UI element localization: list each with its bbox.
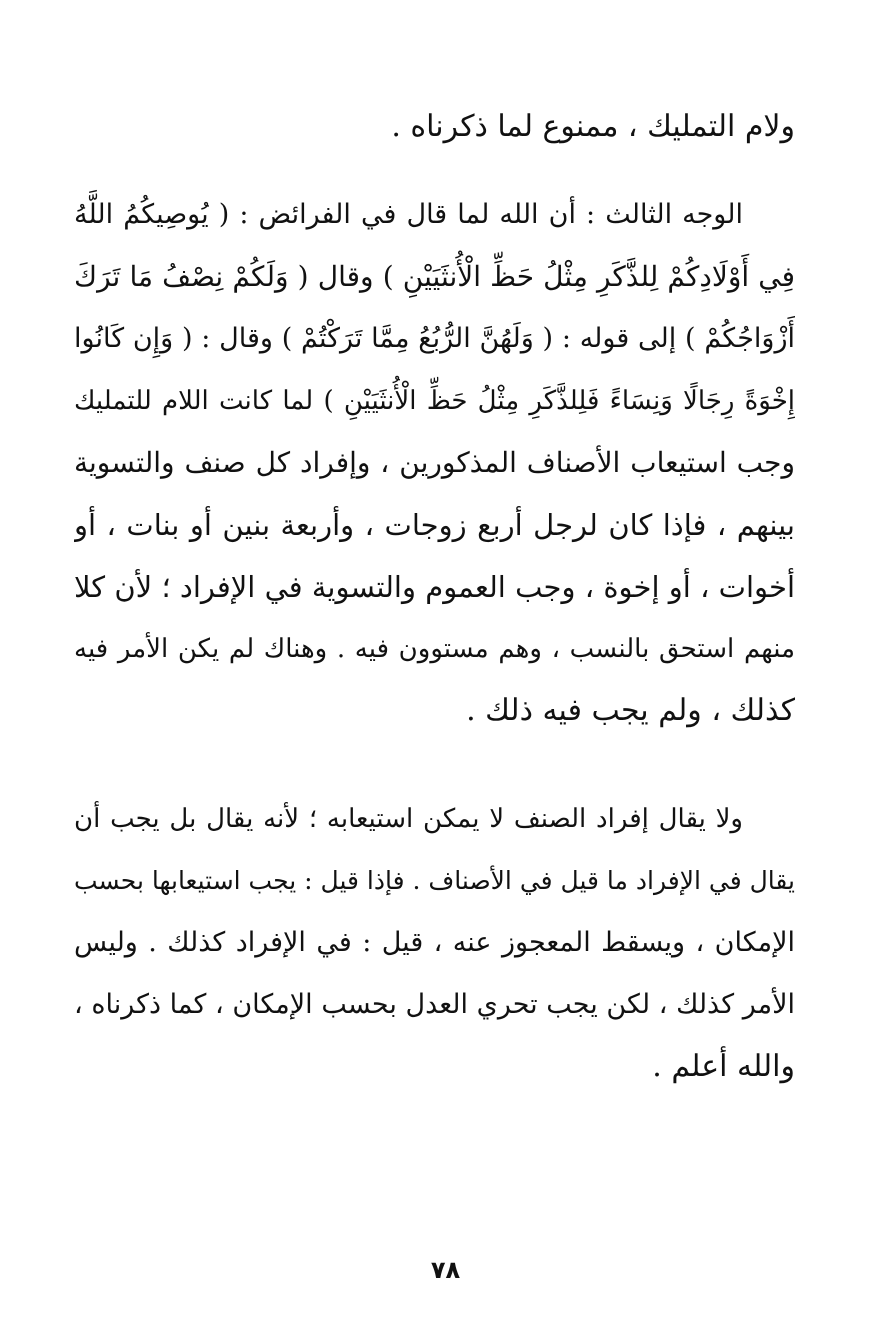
text-line: منهم استحق بالنسب ، وهم مستوون فيه . وهناك لم يكن الأمر فيه	[74, 634, 795, 664]
text-line: والله أعلم .	[652, 1049, 795, 1084]
text-line: الإمكان ، ويسقط المعجوز عنه ، قيل : في الإفراد كذلك . وليس	[74, 927, 795, 958]
page-number: ٧٨	[430, 1256, 461, 1284]
text-line: كذلك ، ولم يجب فيه ذلك .	[466, 693, 795, 728]
text-line: بينهم ، فإذا كان لرجل أربع زوجات ، وأربعة بنين أو بنات ، أو	[74, 508, 795, 542]
text-line: الوجه الثالث : أن الله لما قال في الفرائض : ( يُوصِيكُمُ اللَّهُ	[74, 199, 743, 230]
text-line: ولام التمليك ، ممنوع لما ذكرناه .	[391, 109, 795, 144]
text-line: إِخْوَةً رِجَالًا وَنِسَاءً فَلِلذَّكَرِ مِثْلُ حَظِّ الْأُنثَيَيْنِ ) لما كانت اللام للتمليك	[74, 386, 795, 416]
paragraph-1	[300, 96, 795, 158]
text-line: ولا يقال إفراد الصنف لا يمكن استيعابه ؛ لأنه يقال بل يجب أن	[74, 804, 743, 834]
text-line: الأمر كذلك ، لكن يجب تحري العدل بحسب الإمكان ، كما ذكرناه ،	[74, 989, 795, 1020]
text-line: يقال في الإفراد ما قيل في الأصناف . فإذا قيل : يجب استيعابها بحسب	[74, 866, 795, 895]
text-line: أَزْوَاجُكُمْ ) إلى قوله : ( وَلَهُنَّ الرُّبُعُ مِمَّا تَرَكْتُمْ ) وقال : ( وَإِن كَانُوا	[74, 323, 795, 354]
text-line: وجب استيعاب الأصناف المذكورين ، وإفراد كل صنف والتسوية	[74, 446, 795, 479]
paragraph-3	[74, 788, 795, 1098]
paragraph-2	[74, 184, 795, 742]
text-line: أخوات ، أو إخوة ، وجب العموم والتسوية في الإفراد ؛ لأن كلا	[74, 570, 795, 604]
text-line: فِي أَوْلَادِكُمْ لِلذَّكَرِ مِثْلُ حَظِّ الْأُنثَيَيْنِ ) وقال ( وَلَكُمْ نِصْفُ مَا تَرَكَ	[74, 260, 795, 293]
